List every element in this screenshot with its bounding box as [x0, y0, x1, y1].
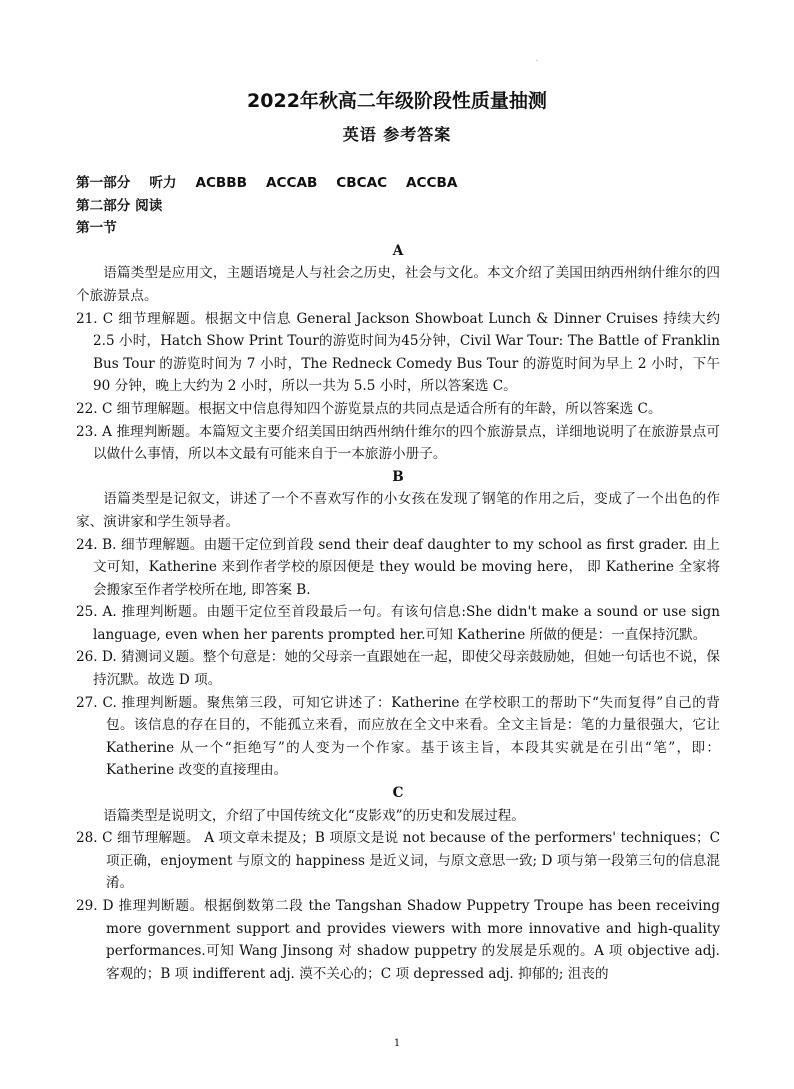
answer-item: 27. C. 推理判断题。聚焦第三段，可知它讲述了：Katherine 在学校职工的帮助下“失而复得”自己的背包。该信息的存在目的，不能孤立来看，而应放在全文中来看。全文主旨是：笔的力量很强大，它让 Katherine 从一个“拒绝写”的人变为一个作家。基于该主旨，本段其实就是在引出“笔”，即：Katherine 改变的直接理由。 [76, 694, 720, 779]
answer-content [76, 172, 720, 985]
page-number: 1 [393, 1038, 401, 1049]
listening-group-4: ACCBA [406, 175, 458, 191]
part1-label: 第一部分 [76, 175, 131, 191]
page-subtitle: 英语 参考答案 [342, 125, 452, 144]
listening-group-3: CBCAC [336, 175, 388, 191]
answer-item: 22. C 细节理解题。根据文中信息得知四个游览景点的共同点是适合所有的年龄，所以答案选 C。 [76, 400, 662, 417]
part1-name: 听力 [149, 175, 177, 191]
passage-b-label: B [392, 468, 404, 485]
page-title: 2022年秋高二年级阶段性质量抽测 [247, 90, 547, 112]
part2-name: 阅读 [135, 197, 163, 214]
passage-c-label: C [392, 785, 404, 802]
listening-answers [76, 172, 720, 195]
passage-a-label: A [392, 242, 404, 259]
answer-item: 25. A. 推理判断题。由题干定位至首段最后一句。有该句信息:She didn't make a sound or use sign language, even when her parents prompted her.可知 Katherine 所做的便是：一直保持沉默。 [76, 604, 720, 643]
answer-item: 24. B. 细节理解题。由题干定位到首段 send their deaf daughter to my school as first grader. 由上文可知，Katherine 来到作者学校的原因便是 they would be moving here， 即 Katherine 全家将会搬家至作者学校所在地, 即答案 B. [76, 536, 720, 598]
answer-item: 23. A 推理判断题。本篇短文主要介绍美国田纳西州纳什维尔的四个旅游景点，详细地说明了在旅游景点可以做什么事情，所以本文最有可能来自于一本旅游小册子。 [76, 423, 720, 463]
part2-label: 第二部分 [76, 197, 131, 214]
passage-a-intro: 语篇类型是应用文，主题语境是人与社会之历史，社会与文化。本文介绍了美国田纳西州纳什维尔的四个旅游景点。 [76, 265, 720, 304]
scan-mark: . [536, 56, 538, 63]
answer-item: 28. C 细节理解题。 A 项文章未提及；B 项原文是说 not because of the performers' techniques；C 项正确，enjoyment 与原文的 happiness 是近义词，与原文意思一致; D 项与第一段第三句的信息混淆。 [76, 830, 720, 892]
reading-heading [76, 195, 720, 218]
passage-c-intro: 语篇类型是说明文，介绍了中国传统文化“皮影戏”的历史和发展过程。 [103, 807, 525, 824]
section-heading: 第一节 [76, 220, 117, 237]
listening-group-2: ACCAB [265, 175, 318, 191]
passage-b-intro: 语篇类型是记叙文，讲述了一个不喜欢写作的小女孩在发现了钢笔的作用之后，变成了一个出色的作家、演讲家和学生领导者。 [76, 491, 720, 530]
answer-item: 21. C 细节理解题。根据文中信息 General Jackson Showboat Lunch & Dinner Cruises 持续大约 2.5 小时，Hatch Show Print Tour的游览时间为45分钟，Civil War Tour: The Battle of Franklin Bus Tour 的游览时间为 7 小时，The Redneck Comedy Bus Tour 的游览时间为早上 2 小时，下午 90 分钟，晚上大约为 2 小时，所以一共为 5.5 小时，所以答案选 C。 [76, 310, 720, 395]
answer-item: 26. D. 猜测词义题。整个句意是：她的父母亲一直跟她在一起，即使父母亲鼓励她，但她一句话也不说，保持沉默。故选 D 项。 [76, 649, 720, 689]
answer-item: 29. D 推理判断题。根据倒数第二段 the Tangshan Shadow Puppetry Troupe has been receiving more government support and provides viewers with more innovative and high-quality performances.可知 Wang Jinsong 对 shadow puppetry 的发展是乐观的。A 项 objective adj. 客观的；B 项 indifferent adj. 漠不关心的；C 项 depressed adj. 抑郁的; 沮丧的 [76, 898, 720, 982]
listening-group-1: ACBBB [195, 175, 248, 191]
